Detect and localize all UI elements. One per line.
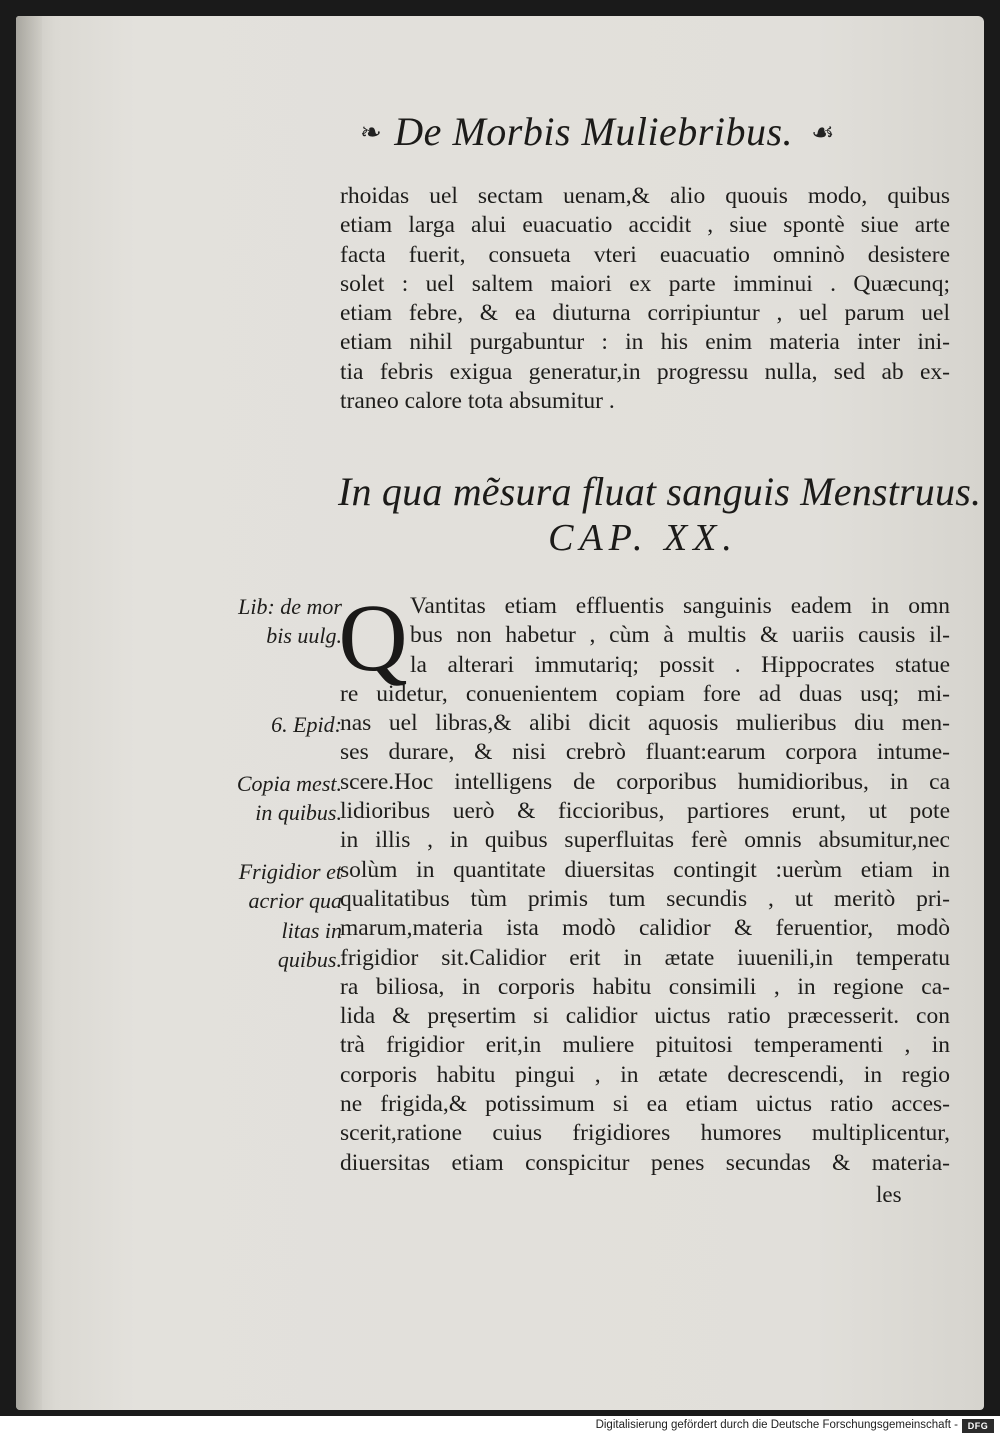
text-line: diuersitas etiam conspicitur penes secundas & materia- (340, 1149, 950, 1176)
marginal-note-line: in quibus. (255, 800, 342, 826)
text-line: bus non habetur , cùm à multis & uariis causis il- (410, 622, 950, 649)
text-line: la alterari immutariq; possit . Hippocrates statue (410, 651, 950, 678)
footer-credit: Digitalisierung gefördert durch die Deutsche Forschungsgemeinschaft - (595, 1419, 958, 1431)
text-line: solet : uel saltem maiori ex parte imminui . Quæcunq; (340, 270, 950, 297)
text-line: etiam larga alui euacuatio accidit , siue spontè siue arte (340, 212, 950, 239)
text-line: nas uel libras,& alibi dicit aquosis mulieribus diu men- (340, 710, 950, 737)
text-line: rhoidas uel sectam uenam,& alio quouis modo, quibus (340, 183, 950, 209)
book-page (16, 16, 984, 1410)
marginal-note-line: Frigidior et (238, 859, 342, 884)
chapter-title: In qua mẽsura fluat sanguis Menstruus. (338, 469, 982, 514)
marginal-note-line: 6. Epid: (271, 712, 342, 737)
text-line: trà frigidior erit,in muliere pituitosi temperamenti , in (340, 1032, 950, 1059)
text-line: scere.Hoc intelligens de corporibus humidioribus, in ca (340, 768, 950, 795)
drop-cap: Q (338, 584, 408, 691)
chapter-number: CAP. XX. (548, 517, 738, 559)
text-line: qualitatibus tùm primis tum secundis , ut meritò pri- (340, 885, 950, 912)
fleuron-right-icon: ☙ (811, 118, 835, 147)
marginal-note-frigidior (192, 857, 342, 974)
text-line: corporis habitu pingui , in ætate decrescendi, in regio (340, 1061, 950, 1088)
text-line: frigidior sit.Calidior erit in ætate iuuenili,in temperatu (340, 944, 950, 971)
marginal-note-line: Lib: de mor (238, 594, 342, 619)
marginal-note-line: Copia mest. (236, 771, 342, 796)
catchword: les (876, 1182, 902, 1207)
text-line: etiam febre, & ea diuturna corripiuntur , uel parum uel (340, 300, 950, 327)
text-line: ra biliosa, in corporis habitu consimili , in regione ca- (340, 973, 950, 1000)
text-line: in illis , in quibus superfluitas ferè omnis absumitur,nec (340, 827, 950, 854)
digitization-footer (0, 1416, 1000, 1437)
running-head-text: De Morbis Muliebribus. (394, 109, 794, 154)
text-line: traneo calore tota absumitur . (340, 388, 615, 415)
fleuron-left-icon: ❧ (360, 118, 383, 147)
marginal-note-copia (192, 769, 342, 828)
text-line: ne frigida,& potissimum si ea etiam uictus ratio acces- (340, 1091, 950, 1118)
text-line: etiam nihil purgabuntur : in his enim materia inter ini- (340, 329, 950, 356)
marginal-note-epid (192, 710, 342, 739)
paragraph-1 (340, 182, 950, 416)
text-line: lida & pręsertim si calidior uictus ratio præcesserit. con (340, 1003, 950, 1030)
text-line: solùm in quantitate diuersitas contingit :uerùm etiam in (340, 856, 950, 883)
running-head (360, 108, 920, 155)
marginal-note-line: bis uulg. (266, 623, 342, 649)
page-gutter-edge (16, 16, 42, 1410)
dfg-logo-icon: DFG (962, 1419, 994, 1433)
text-line: scerit,ratione cuius frigidiores humores multiplicentur, (340, 1120, 950, 1147)
marginal-note-source (192, 592, 342, 651)
text-line: facta fuerit, consueta vteri euacuatio omninò desistere (340, 241, 950, 268)
text-line: Vantitas etiam effluentis sanguinis eadem in omn (410, 593, 950, 619)
text-line: ses durare, & nisi crebrò fluant:earum corpora intume- (340, 739, 950, 766)
text-line: tia febris exigua generatur,in progressu nulla, sed ab ex- (340, 358, 950, 385)
marginal-note-line: acrior qua (248, 888, 342, 914)
paragraph-2 (338, 584, 950, 1178)
text-line: marum,materia ista modò calidior & feruentior, modò (340, 915, 950, 942)
marginal-note-line: litas in (281, 917, 342, 943)
text-line: re uidetur, conuenientem copiam fore ad duas usq; mi- (340, 680, 950, 707)
marginal-note-line: quibus. (277, 946, 342, 972)
text-line: lidioribus uerò & ficcioribus, partiores erunt, ut pote (340, 798, 950, 825)
